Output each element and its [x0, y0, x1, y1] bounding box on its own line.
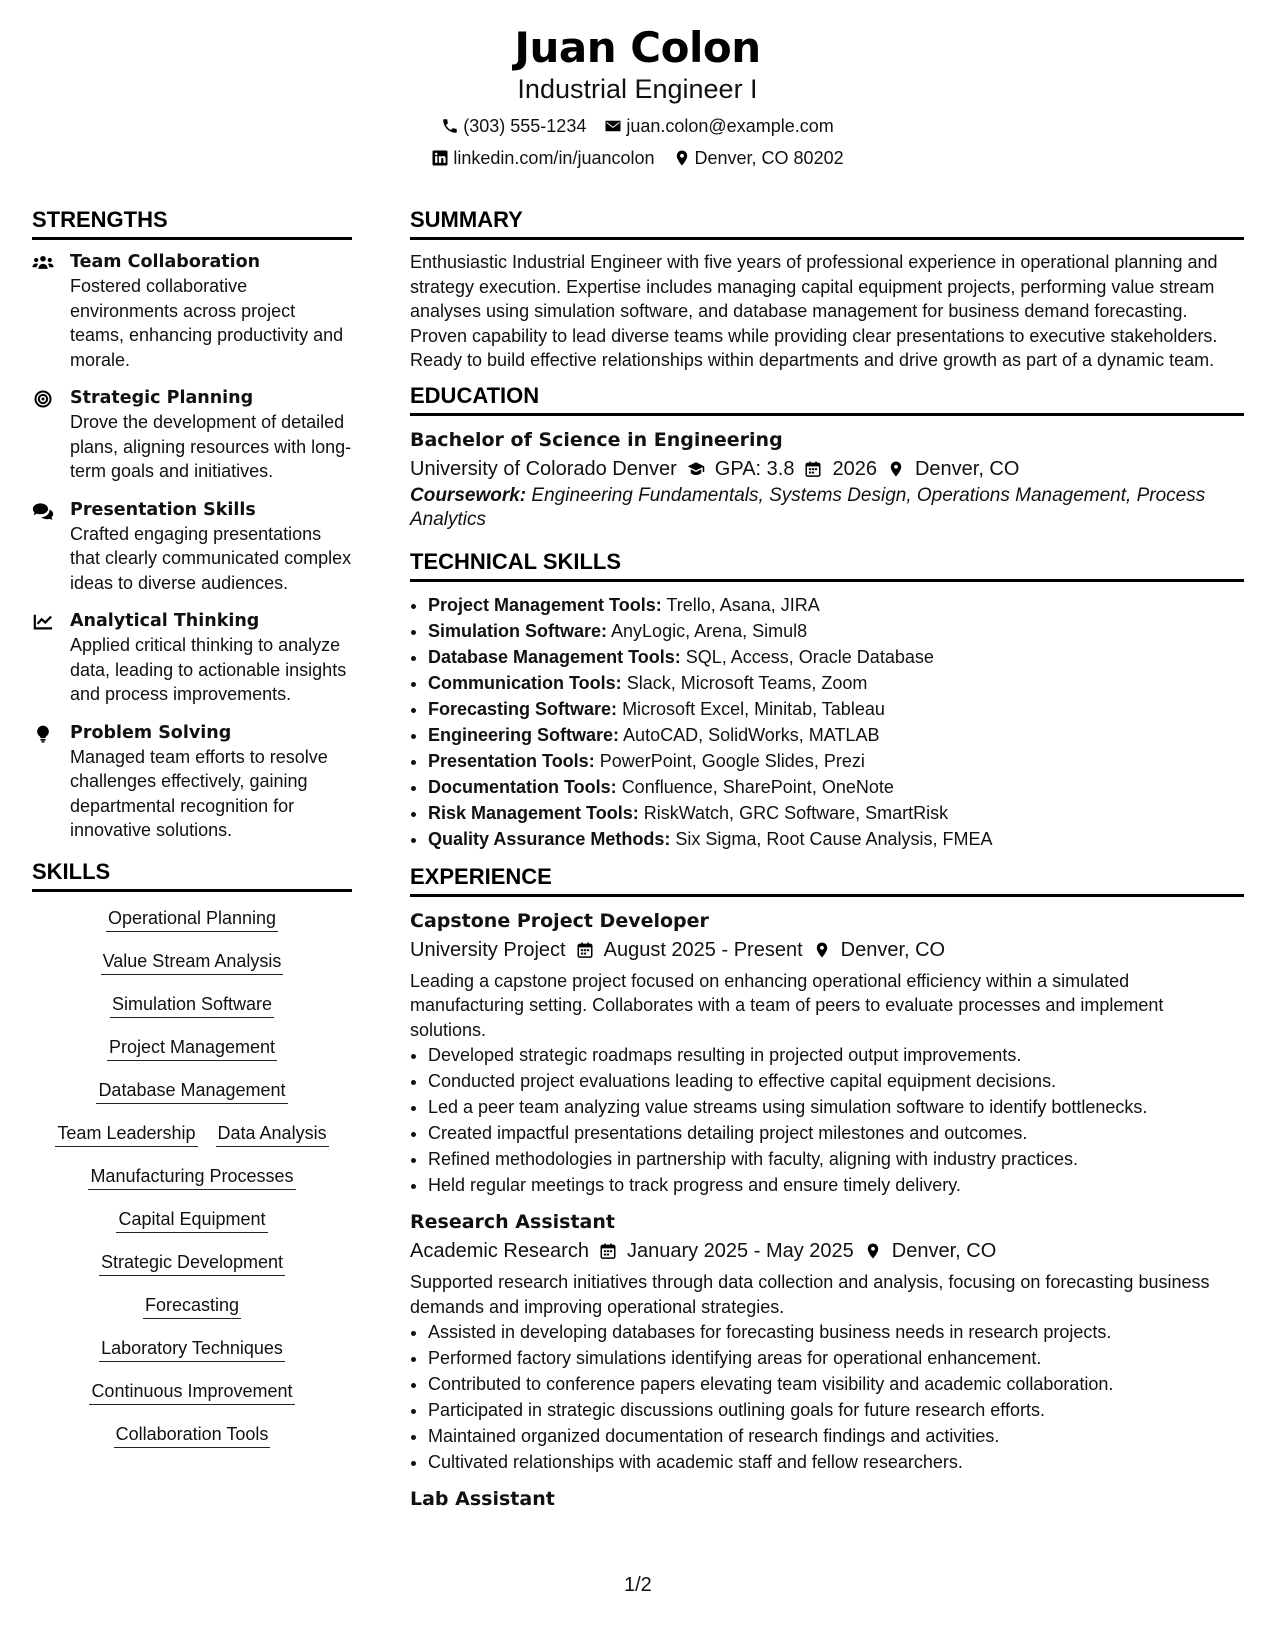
strength-desc: Managed team efforts to resolve challenges effectively, gaining departmental recognition for innovative solutions. [70, 746, 328, 840]
skill-category: Engineering Software: [428, 724, 620, 745]
contact-row-2 [0, 146, 1275, 170]
list-item [428, 696, 1244, 722]
list-item [428, 644, 1244, 670]
skill-tag: Continuous Improvement [89, 1379, 294, 1405]
candidate-name: Juan Colon [514, 23, 761, 72]
list-item: • Assisted in developing databases for forecasting business needs in research projects. [428, 1319, 1244, 1345]
experience-heading: EXPERIENCE [410, 862, 1244, 897]
target-icon [32, 386, 56, 484]
job-entry [410, 1208, 1244, 1475]
right-column [410, 205, 1244, 1513]
education-meta [410, 454, 1244, 484]
job-bullets [410, 1319, 1244, 1475]
skill-category: Project Management Tools: [428, 594, 662, 615]
list-item: • Led a peer team analyzing value streams using simulation software to identify bottlenecks. [428, 1094, 1244, 1120]
strength-item [32, 609, 352, 707]
location-text: Denver, CO 80202 [694, 148, 844, 168]
strength-desc: Applied critical thinking to analyze data, leading to actionable insights and process improvements. [70, 635, 347, 704]
skill-category: Database Management Tools: [428, 646, 681, 667]
strength-item [32, 250, 352, 372]
lightbulb-icon [32, 721, 56, 843]
job-meta [410, 935, 1244, 965]
graduation-year: 2026 [832, 457, 877, 480]
job-entry [410, 907, 1244, 1199]
skill-category: Presentation Tools: [428, 750, 595, 771]
phone-icon [441, 117, 459, 135]
summary-text: Enthusiastic Industrial Engineer with five years of professional experience in operational planning and strategy execution. Expertise includes managing capital equipment projects, performing value stream analyses using simulation software, and database management for business demand forecasting. Proven capability to lead diverse teams while providing clear presentations to executive stakeholders. Ready to build effective relationships within departments and drive growth as part of a dynamic team. [410, 252, 1218, 370]
strength-desc: Fostered collaborative environments across project teams, enhancing productivity and morale. [70, 276, 344, 370]
job-location: Denver, CO [891, 1240, 997, 1262]
summary-heading: SUMMARY [410, 205, 1244, 240]
job-description: Leading a capstone project focused on enhancing operational efficiency within a simulated manufacturing setting. Collaborates with a team of peers to evaluate processes and implement solutions. [410, 970, 1164, 1040]
comments-icon [32, 498, 56, 596]
job-dates: August 2025 - Present [603, 938, 803, 961]
skill-values: Confluence, SharePoint, OneNote [621, 776, 894, 797]
job-location: Denver, CO [840, 938, 946, 961]
contact-row-1 [0, 114, 1275, 138]
map-pin-icon [864, 1242, 882, 1260]
skill-tag: Strategic Development [99, 1250, 285, 1276]
list-item [428, 722, 1244, 748]
skill-values: PowerPoint, Google Slides, Prezi [599, 750, 865, 771]
email-text[interactable]: juan.colon@example.com [626, 116, 834, 136]
list-item: • Refined methodologies in partnership with faculty, aligning with industry practices. [428, 1146, 1244, 1172]
linkedin-contact[interactable] [431, 146, 654, 170]
list-item: • Held regular meetings to track progress and ensure timely delivery. [428, 1172, 1244, 1198]
job-title: Research Assistant [410, 1211, 615, 1233]
skill-tag: Operational Planning [106, 906, 278, 932]
list-item: • Participated in strategic discussions outlining goals for future research efforts. [428, 1397, 1244, 1423]
envelope-icon [604, 117, 622, 135]
skill-category: Documentation Tools: [428, 776, 617, 797]
email-contact[interactable] [604, 114, 833, 138]
resume-header [0, 22, 1275, 170]
skill-tag: Capital Equipment [116, 1207, 267, 1233]
page-number: 1/2 [624, 1574, 652, 1596]
skill-values: SQL, Access, Oracle Database [685, 646, 934, 667]
graduation-cap-icon [687, 460, 705, 478]
skill-tag: Data Analysis [216, 1121, 329, 1147]
calendar-icon [804, 460, 822, 478]
list-item [428, 748, 1244, 774]
skill-tag: Manufacturing Processes [88, 1164, 295, 1190]
calendar-icon [599, 1242, 617, 1260]
users-icon [32, 250, 56, 372]
job-org: Academic Research [410, 1240, 589, 1262]
skill-values: AnyLogic, Arena, Simul8 [611, 620, 808, 641]
degree-title: Bachelor of Science in Engineering [410, 428, 783, 451]
skill-values: AutoCAD, SolidWorks, MATLAB [623, 724, 880, 745]
list-item: • Maintained organized documentation of research findings and activities. [428, 1423, 1244, 1449]
map-pin-icon [813, 941, 831, 959]
strength-item [32, 498, 352, 596]
strength-desc: Crafted engaging presentations that clearly communicated complex ideas to diverse audiences. [70, 523, 352, 593]
skill-category: Forecasting Software: [428, 698, 618, 719]
strength-item [32, 721, 352, 843]
list-item: • Performed factory simulations identifying areas for operational enhancement. [428, 1345, 1244, 1371]
list-item [428, 618, 1244, 644]
calendar-icon [576, 941, 594, 959]
skill-tag: Laboratory Techniques [99, 1336, 285, 1362]
skill-category: Quality Assurance Methods: [428, 828, 671, 849]
skill-values: Microsoft Excel, Minitab, Tableau [622, 698, 885, 719]
chart-line-icon [32, 609, 56, 707]
strength-title: Problem Solving [70, 722, 232, 743]
list-item: • Contributed to conference papers elevating team visibility and academic collaboration. [428, 1371, 1244, 1397]
map-pin-icon [887, 460, 905, 478]
education-location: Denver, CO [914, 457, 1020, 480]
list-item [428, 826, 1244, 852]
skill-tag: Database Management [96, 1078, 287, 1104]
job-bullets [410, 1042, 1244, 1198]
job-description: Supported research initiatives through data collection and analysis, focusing on forecasting business demands and improving operational strategies. [410, 1272, 1210, 1317]
strength-title: Presentation Skills [70, 499, 256, 520]
strengths-heading: STRENGTHS [32, 205, 352, 240]
skill-tag: Forecasting [143, 1293, 241, 1319]
job-org: University Project [410, 938, 566, 961]
skills-heading: SKILLS [32, 857, 352, 892]
location-contact [673, 146, 844, 170]
list-item [428, 800, 1244, 826]
skill-values: Six Sigma, Root Cause Analysis, FMEA [675, 828, 993, 849]
list-item [428, 774, 1244, 800]
skill-category: Simulation Software: [428, 620, 608, 641]
strength-title: Analytical Thinking [70, 611, 260, 631]
skill-tag: Simulation Software [110, 992, 274, 1018]
education-heading: EDUCATION [410, 381, 1244, 416]
skill-tag: Project Management [107, 1035, 277, 1061]
skill-values: Trello, Asana, JIRA [666, 594, 820, 615]
linkedin-text[interactable]: linkedin.com/in/juancolon [453, 148, 655, 168]
strength-title: Strategic Planning [70, 388, 254, 408]
gpa-text: GPA: 3.8 [714, 457, 795, 480]
coursework-label: Coursework: [410, 484, 527, 506]
strength-item [32, 386, 352, 484]
list-item: • Cultivated relationships with academic staff and fellow researchers. [428, 1449, 1244, 1475]
technical-skills-heading: TECHNICAL SKILLS [410, 547, 1244, 582]
skill-values: Slack, Microsoft Teams, Zoom [626, 672, 868, 693]
phone-text: (303) 555-1234 [463, 116, 587, 136]
skill-category: Risk Management Tools: [428, 802, 639, 823]
phone-contact [441, 114, 586, 138]
strength-desc: Drove the development of detailed plans, aligning resources with long-term goals and initiatives. [70, 412, 352, 481]
skill-tag: Collaboration Tools [114, 1422, 271, 1448]
skill-values: RiskWatch, GRC Software, SmartRisk [643, 802, 949, 823]
list-item: • Conducted project evaluations leading to effective capital equipment decisions. [428, 1068, 1244, 1094]
skill-category: Communication Tools: [428, 672, 622, 693]
list-item: • Developed strategic roadmaps resulting in projected output improvements. [428, 1042, 1244, 1068]
technical-skills-list [410, 592, 1244, 852]
job-dates: January 2025 - May 2025 [626, 1240, 854, 1262]
next-job-title: Lab Assistant [410, 1488, 555, 1510]
list-item [428, 670, 1244, 696]
school-name: University of Colorado Denver [410, 457, 677, 480]
list-item [428, 592, 1244, 618]
left-column [32, 205, 352, 1465]
map-pin-icon [673, 149, 691, 167]
job-title: Capstone Project Developer [410, 909, 709, 932]
skills-list [32, 906, 352, 1448]
job-title: Industrial Engineer I [517, 74, 758, 104]
job-meta [410, 1236, 1244, 1266]
coursework-text: Engineering Fundamentals, Systems Design, Operations Management, Process Analytics [410, 484, 1206, 530]
skill-tag: Value Stream Analysis [101, 949, 284, 975]
list-item: • Created impactful presentations detailing project milestones and outcomes. [428, 1120, 1244, 1146]
linkedin-icon [431, 149, 449, 167]
strength-title: Team Collaboration [70, 252, 261, 272]
skill-tag: Team Leadership [55, 1121, 197, 1147]
coursework [410, 484, 1244, 533]
